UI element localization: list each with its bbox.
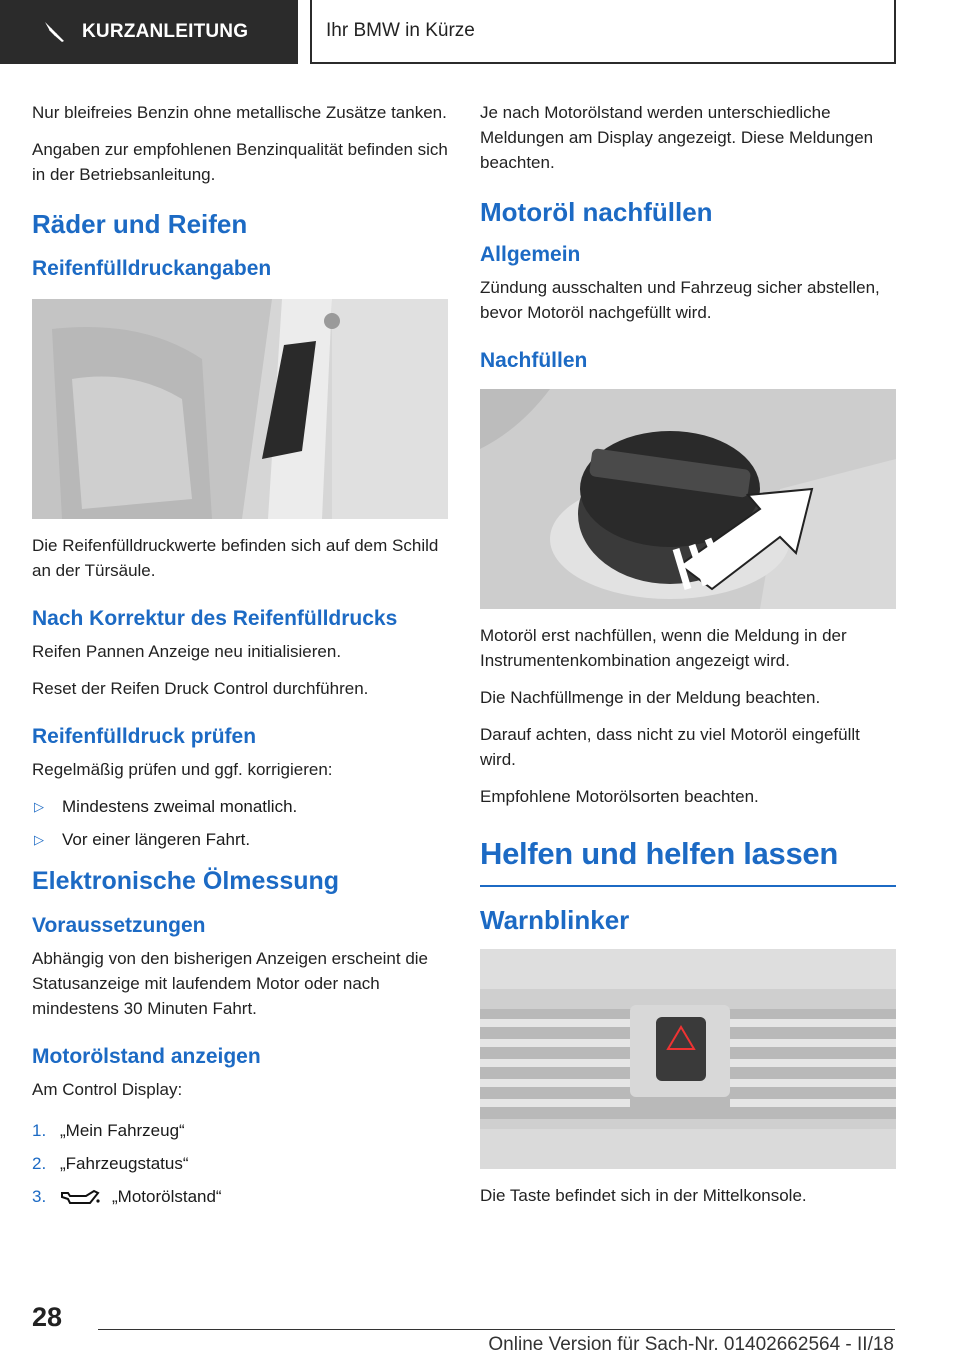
korrektur-paragraph-2: Reset der Reifen Druck Control durchführen. [32,679,369,698]
heading-voraussetzungen: Voraussetzungen [32,914,206,937]
heading-warnblinker: Warnblinker [480,905,630,935]
steps-list [32,1118,448,1209]
triangle-bullet-icon: ▷ [34,832,44,847]
online-version-label: Online Version für Sach-Nr. 01402662564 - II/18 [488,1334,894,1355]
pruefen-list [32,794,448,852]
heading-elektronische-oelmessung: Elektronische Ölmessung [32,867,340,895]
warnblinker-caption: Die Taste befindet sich in der Mittelkonsole. [480,1186,807,1205]
door-pillar-image [32,299,448,519]
voraussetzungen-paragraph: Abhängig von den bisherigen Anzeigen erscheint die Statusanzeige mit laufendem Motor oder nach mindestens 30 Minuten Fahrt. [32,949,429,1018]
heading-raeder-reifen: Räder und Reifen [32,209,248,239]
nachfuellen-paragraph-4: Empfohlene Motorölsorten beachten. [480,787,759,806]
section-label: KURZANLEITUNG [82,21,249,42]
heading-motoroelstand-anzeigen: Motorölstand anzeigen [32,1045,261,1068]
allgemein-paragraph: Zündung ausschalten und Fahrzeug sicher abstellen, bevor Motoröl nachgefüllt wird. [480,278,880,322]
list-item: 3. „Motorölstand“ [32,1187,222,1206]
list-item: ▷ Mindestens zweimal monatlich. [32,794,448,819]
left-column [32,100,448,1217]
footer-divider [98,1329,895,1330]
heading-reifenfuelldruck-pruefen: Reifenfülldruck prüfen [32,725,257,748]
door-caption: Die Reifenfülldruckwerte befinden sich auf dem Schild an der Türsäule. [32,536,439,580]
chapter-title: Ihr BMW in Kürze [310,0,896,64]
nachfuellen-paragraph-1: Motoröl erst nachfüllen, wenn die Meldung in der Instrumentenkombination angezeigt wird. [480,626,847,670]
quick-guide-icon [42,19,68,45]
hazard-switch-image [480,949,896,1169]
list-item: ▷ Vor einer längeren Fahrt. [32,827,448,852]
intro-paragraph-1: Nur bleifreies Benzin ohne metallische Zusätze tanken. [32,103,447,122]
heading-helfen-und-helfen-lassen: Helfen und helfen lassen [480,836,838,871]
triangle-bullet-icon: ▷ [34,799,44,814]
list-item: 2. „Fahrzeugstatus“ [32,1154,189,1173]
nachfuellen-paragraph-2: Die Nachfüllmenge in der Meldung beachten. [480,688,821,707]
oil-cap-image [480,389,896,609]
heading-reifenfuelldruckangaben: Reifenfülldruckangaben [32,257,272,280]
heading-allgemein: Allgemein [480,243,581,266]
korrektur-paragraph-1: Reifen Pannen Anzeige neu initialisieren. [32,642,342,661]
intro-paragraph-2: Angaben zur empfohlenen Benzinqualität befinden sich in der Betriebsanleitung. [32,140,448,184]
heading-nachfuellen: Nachfüllen [480,349,588,372]
section-divider [480,885,896,887]
heading-nach-korrektur: Nach Korrektur des Reifenfülldrucks [32,607,398,630]
anzeigen-paragraph: Am Control Display: [32,1080,183,1099]
nachfuellen-paragraph-3: Darauf achten, dass nicht zu viel Motoröl eingefüllt wird. [480,725,860,769]
oil-can-icon [60,1187,100,1207]
list-item: 1. „Mein Fahrzeug“ [32,1121,185,1140]
right-column [480,100,896,1220]
oelstand-intro-paragraph: Je nach Motorölstand werden unterschiedliche Meldungen am Display angezeigt. Diese Meldungen beachten. [480,103,874,172]
heading-motoroel-nachfuellen: Motoröl nachfüllen [480,197,713,227]
section-tab[interactable] [0,0,298,64]
pruefen-paragraph: Regelmäßig prüfen und ggf. korrigieren: [32,760,333,779]
page-number: 28 [32,1302,63,1332]
